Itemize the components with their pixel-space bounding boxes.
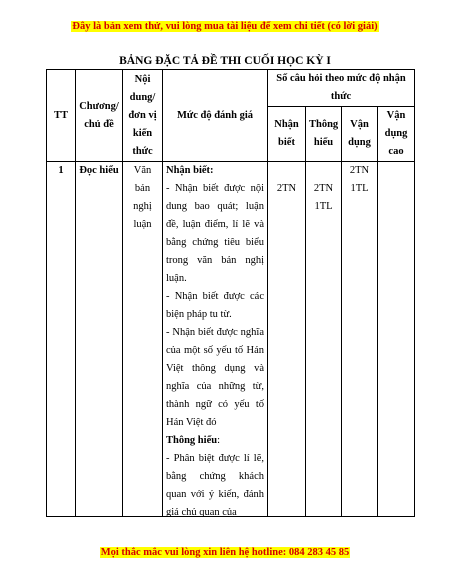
preview-notice-text: Đây là bản xem thử, vui lòng mua tài liệu để xem chi tiết (có lời giải): [72, 21, 378, 32]
desc-heading-recognize: Nhận biết:: [166, 165, 214, 176]
apply-tl: 1TL: [350, 183, 369, 194]
understand-tn: 2TN: [313, 183, 334, 194]
header-question-count: Số câu hỏi theo mức độ nhận thức: [268, 70, 415, 107]
header-understand: Thông hiểu: [306, 107, 342, 162]
desc-item: - Phân biệt được lí lẽ, bằng chứng khách quan với ý kiến, đánh giá chủ quan của: [166, 453, 264, 516]
header-chapter: Chương/ chủ đề: [76, 70, 123, 162]
header-content: Nội dung/ đơn vị kiến thức: [123, 70, 163, 162]
table-row: [47, 162, 415, 517]
header-level: Mức độ đánh giá: [163, 70, 268, 162]
understand-tl: 1TL: [314, 201, 333, 212]
document-title: BẢNG ĐẶC TẢ ĐỀ THI CUỐI HỌC KỲ I: [119, 55, 331, 67]
desc-item: - Nhận biết được các biện pháp tu từ.: [166, 291, 264, 320]
header-apply-high: Vận dụng cao: [378, 107, 415, 162]
row-apply-high: [378, 162, 415, 517]
header-recognize: Nhận biết: [268, 107, 306, 162]
hotline-banner: [0, 547, 450, 558]
desc-heading-understand-colon: :: [217, 435, 220, 446]
row-content: Văn bản nghị luận: [123, 162, 163, 517]
desc-item: - Nhận biết được nghĩa của một số yếu tố Hán Việt thông dụng và nghĩa của những từ, thành ngữ có yếu tố Hán Việt đó: [166, 327, 264, 428]
desc-item: - Nhận biết được nội dung bao quát; luận đề, luận điểm, lí lẽ và bằng chứng tiêu biểu trong văn bản nghị luận.: [166, 183, 264, 284]
row-chapter: Đọc hiểu: [76, 162, 123, 517]
desc-heading-understand-line: [166, 432, 264, 450]
row-assessment-level: [163, 162, 268, 517]
row-number: 1: [47, 162, 76, 517]
hotline-text: Mọi thắc mắc vui lòng xin liên hệ hotline: 084 283 45 85: [100, 547, 350, 558]
header-tt: TT: [47, 70, 76, 162]
row-understand: [306, 162, 342, 517]
row-recognize: 2TN: [268, 162, 306, 517]
preview-notice-banner: [0, 21, 450, 32]
specification-table: [46, 69, 415, 517]
apply-tn: 2TN: [349, 165, 370, 176]
header-apply: Vận dụng: [342, 107, 378, 162]
desc-heading-understand: Thông hiểu: [166, 435, 218, 446]
row-apply: [342, 162, 378, 517]
